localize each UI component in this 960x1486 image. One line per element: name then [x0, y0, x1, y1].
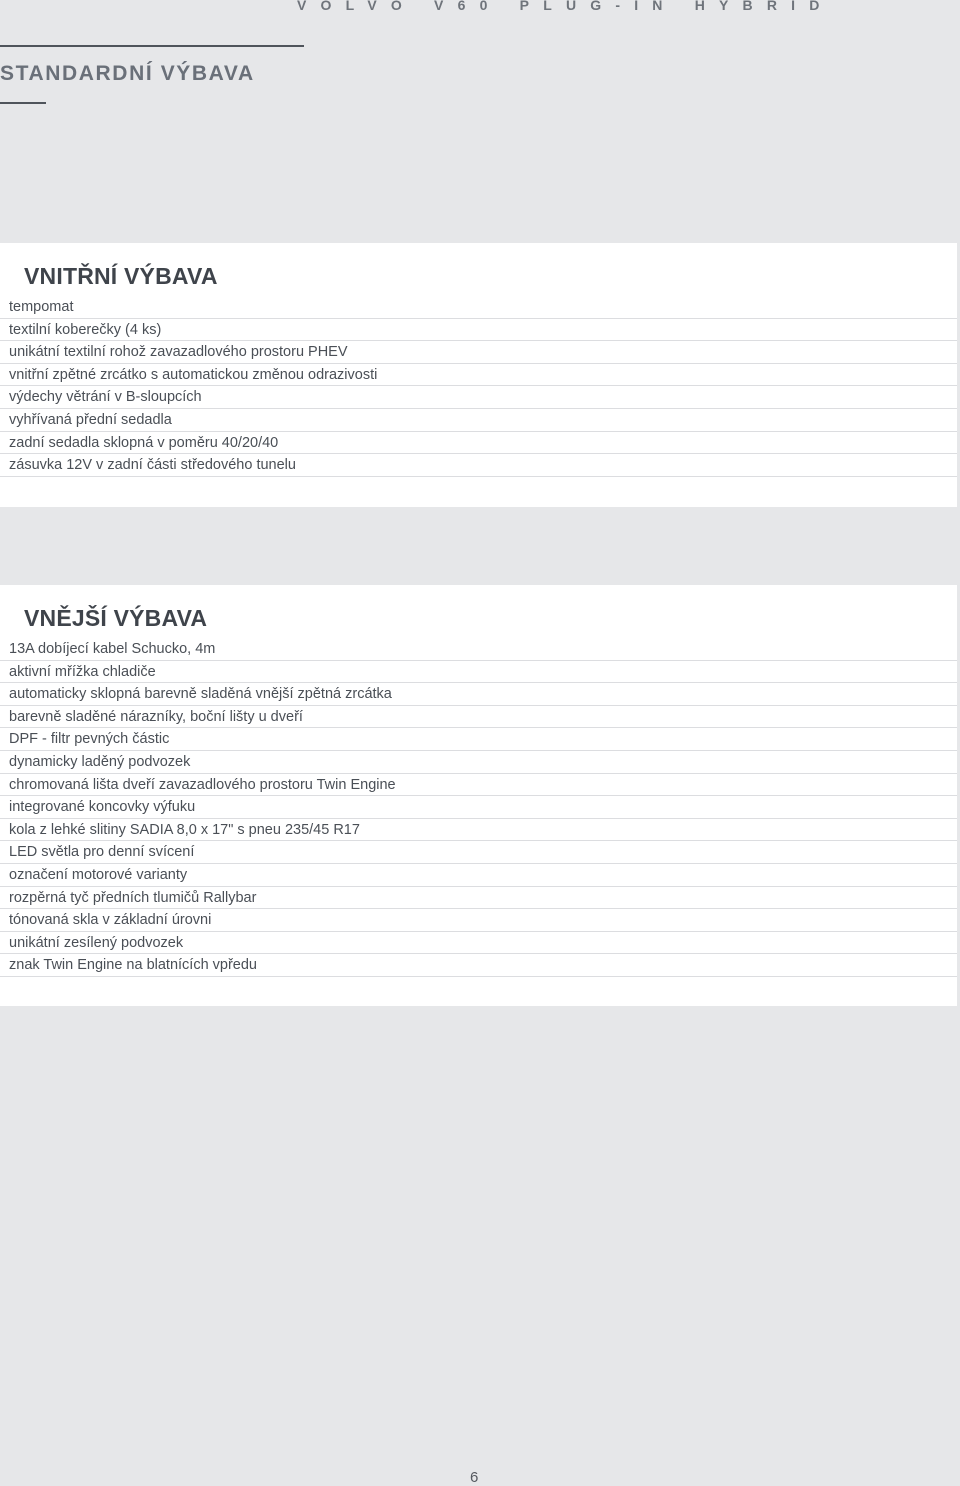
list-item: LED světla pro denní svícení	[0, 841, 957, 864]
page-title: STANDARDNÍ VÝBAVA	[0, 62, 255, 85]
list-item: automaticky sklopná barevně sladěná vnější zpětná zrcátka	[0, 683, 957, 706]
title-rule-bottom	[0, 102, 46, 104]
list-item: unikátní zesílený podvozek	[0, 932, 957, 955]
section-heading-exterior: VNĚJŠÍ VÝBAVA	[24, 605, 208, 631]
list-item: dynamicky laděný podvozek	[0, 751, 957, 774]
list-item: kola z lehké slitiny SADIA 8,0 x 17" s pneu 235/45 R17	[0, 819, 957, 842]
list-item: zásuvka 12V v zadní části středového tunelu	[0, 454, 957, 477]
list-item: DPF - filtr pevných částic	[0, 728, 957, 751]
list-item: vnitřní zpětné zrcátko s automatickou změnou odrazivosti	[0, 364, 957, 387]
brand-header: VOLVO V60 PLUG-IN HYBRID	[297, 0, 834, 13]
list-item: tempomat	[0, 296, 957, 319]
title-rule-top	[0, 45, 304, 47]
list-item: chromovaná lišta dveří zavazadlového prostoru Twin Engine	[0, 774, 957, 797]
list-item: rozpěrná tyč předních tlumičů Rallybar	[0, 887, 957, 910]
list-item: barevně sladěné nárazníky, boční lišty u dveří	[0, 706, 957, 729]
list-item: unikátní textilní rohož zavazadlového prostoru PHEV	[0, 341, 957, 364]
list-item: zadní sedadla sklopná v poměru 40/20/40	[0, 432, 957, 455]
list-item: aktivní mřížka chladiče	[0, 661, 957, 684]
list-item: 13A dobíjecí kabel Schucko, 4m	[0, 638, 957, 661]
list-item: výdechy větrání v B-sloupcích	[0, 386, 957, 409]
list-item: textilní koberečky (4 ks)	[0, 319, 957, 342]
list-item: znak Twin Engine na blatnících vpředu	[0, 954, 957, 977]
interior-equipment-panel	[0, 243, 957, 507]
list-item: tónovaná skla v základní úrovni	[0, 909, 957, 932]
list-item: označení motorové varianty	[0, 864, 957, 887]
interior-equipment-list	[0, 296, 957, 477]
exterior-equipment-panel	[0, 585, 957, 1006]
exterior-equipment-list	[0, 638, 957, 977]
list-item: vyhřívaná přední sedadla	[0, 409, 957, 432]
list-item: integrované koncovky výfuku	[0, 796, 957, 819]
section-heading-interior: VNITŘNÍ VÝBAVA	[24, 263, 218, 289]
page-number: 6	[470, 1469, 479, 1486]
